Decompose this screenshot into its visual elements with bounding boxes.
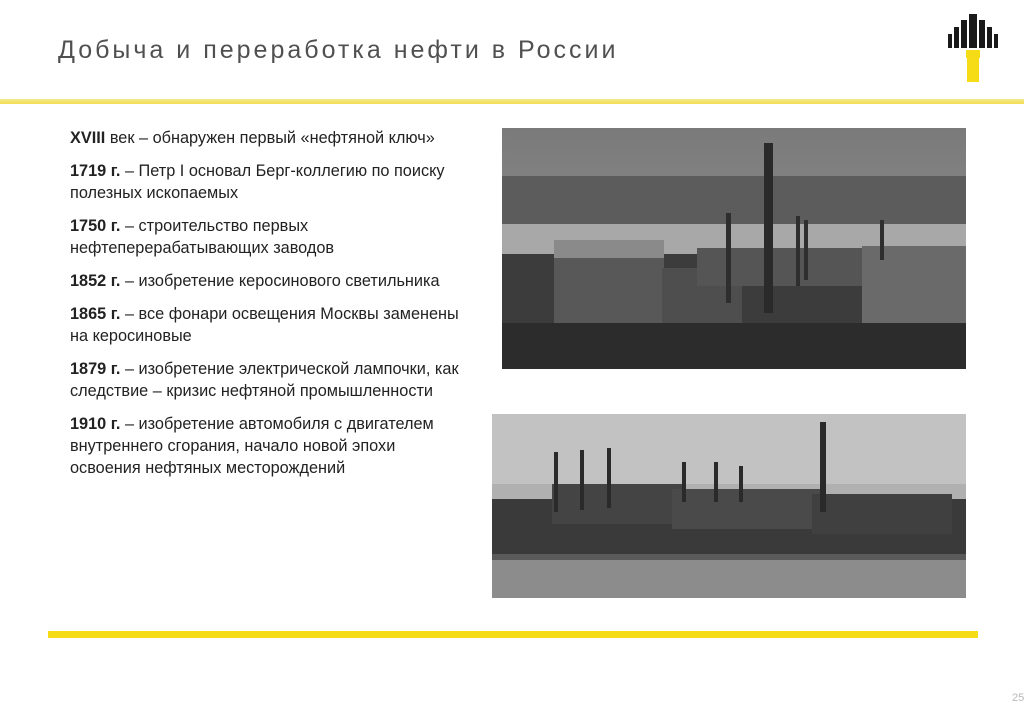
timeline-text: век – обнаружен первый «нефтяной ключ» [105, 129, 435, 147]
timeline-text: – строительство первых нефтеперерабатывающих заводов [70, 217, 335, 257]
timeline-item [70, 358, 470, 402]
timeline-item [70, 160, 470, 204]
timeline-year: 1750 г. [70, 217, 121, 235]
page-number: 25 [1012, 692, 1024, 704]
slide-title: Добыча и переработка нефти в России [58, 36, 619, 64]
timeline-item [70, 270, 470, 292]
timeline-year: 1852 г. [70, 272, 121, 290]
timeline-year: 1879 г. [70, 360, 121, 378]
timeline-year: XVIII [70, 129, 106, 147]
timeline-item [70, 127, 470, 149]
timeline-list [70, 127, 470, 490]
timeline-item [70, 215, 470, 259]
timeline-year: 1719 г. [70, 162, 121, 180]
refinery-photo-2 [492, 414, 966, 598]
timeline-text: – Петр I основал Берг-коллегию по поиску полезных ископаемых [70, 162, 445, 202]
timeline-item [70, 413, 470, 479]
timeline-year: 1865 г. [70, 305, 121, 323]
company-logo-icon [946, 12, 1000, 86]
timeline-text: – изобретение электрической лампочки, как следствие – кризис нефтяной промышленности [70, 360, 459, 400]
timeline-item [70, 303, 470, 347]
footer-divider [48, 631, 978, 638]
timeline-text: – изобретение автомобиля с двигателем внутреннего сгорания, начало новой эпохи освоения нефтяных месторождений [70, 415, 434, 477]
timeline-text: – все фонари освещения Москвы заменены на керосиновые [70, 305, 459, 345]
header-divider [0, 99, 1024, 104]
timeline-year: 1910 г. [70, 415, 121, 433]
refinery-photo-1 [502, 128, 966, 369]
timeline-text: – изобретение керосинового светильника [120, 272, 440, 290]
